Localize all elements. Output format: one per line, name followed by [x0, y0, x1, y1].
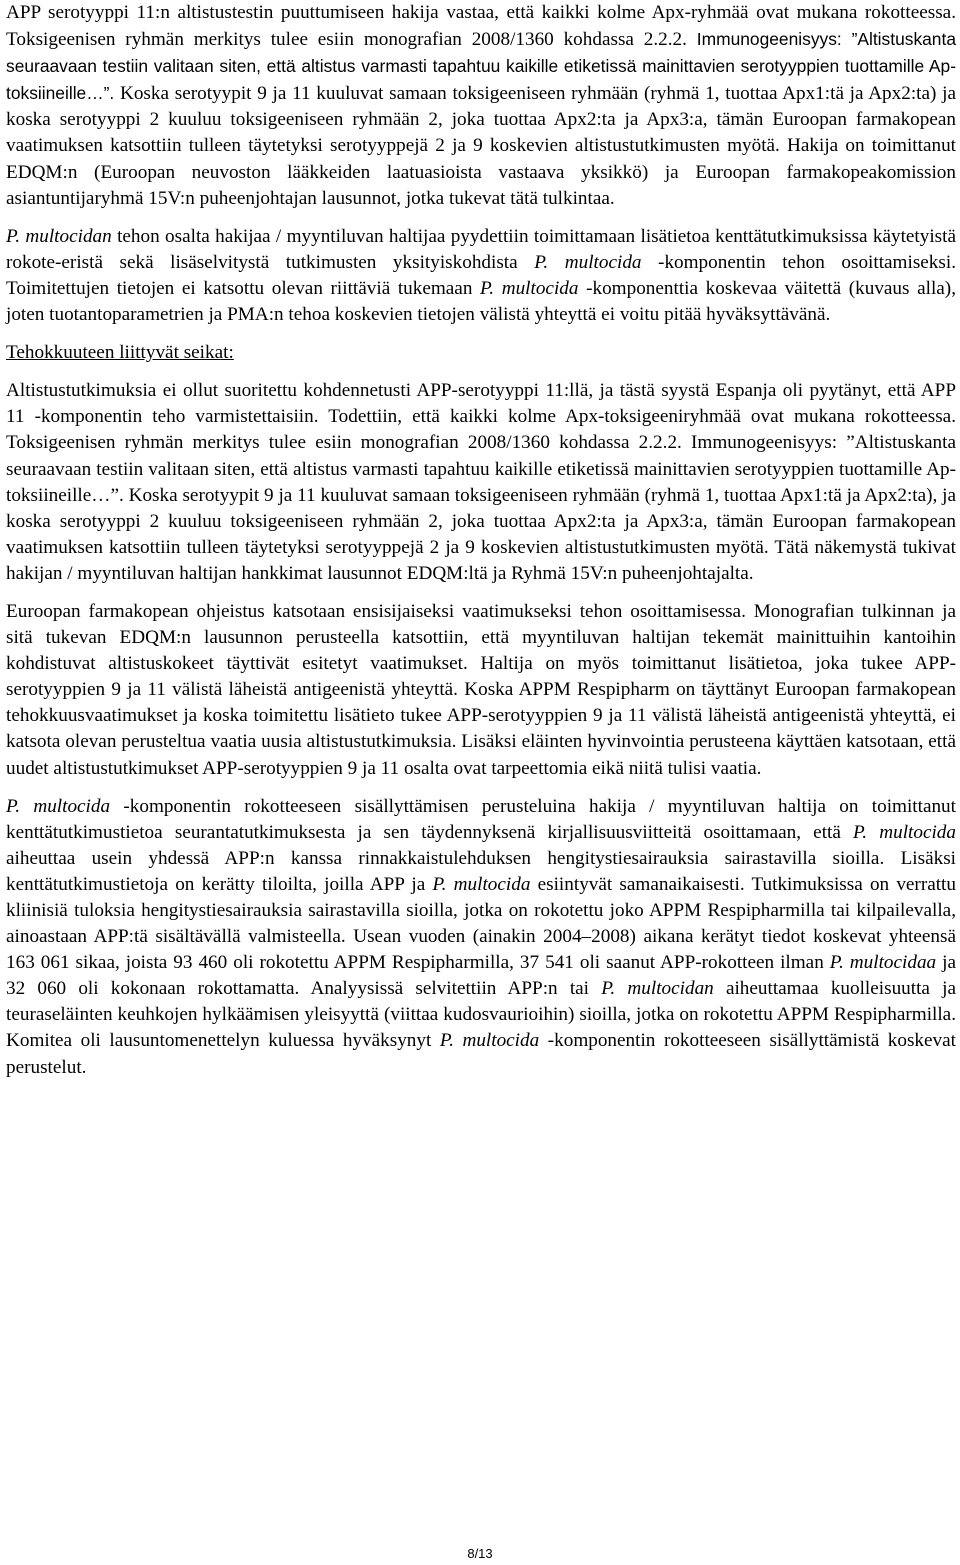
document-page [6, 0, 956, 1081]
text-segment: tehon osalta hakijaa / myyntiluvan haltijaa pyydettiin toimittamaan lisätietoa kenttätutkimuksissa käytetyistä rokote-eristä sekä lisäselvitystä tutkimusten yksityiskohdista [6, 225, 956, 273]
page-number: 8/13 [467, 1546, 493, 1561]
species-name: P. multocida [480, 277, 579, 299]
paragraph-pharmacopoeia-guidance: Euroopan farmakopean ohjeistus katsotaan ensisijaiseksi vaatimukseksi tehon osoittamisessa. Monografian tulkinnan ja sitä tukevan EDQM:n lausunnon perusteella katsottiin, että myyntiluvan haltijan tekemät mainittuihin kantoihin kohdistuvat altistuskokeet täyttivät esitetyt vaatimukset. Haltija on myös toimittanut lisätietoa, joka tukee APP-serotyyppien 9 ja 11 välistä läheistä antigeenistä yhteyttä. Koska APPM Respipharm on täyttänyt Euroopan farmakopean tehokkuusvaatimukset ja koska toimitettu lisätieto tukee APP-serotyyppien 9 ja 11 välistä läheistä antigeenistä yhteyttä, ei katsota olevan perusteltua vaatia uusia altistustutkimuksia. Lisäksi eläinten hyvinvointia perusteena käyttäen katsotaan, että uudet altistustutkimukset APP-serotyyppien 9 ja 11 osalta ovat tarpeettomia eikä niitä tulisi vaatia. [6, 600, 956, 779]
text-segment: -komponentin tehon osoittamiseksi. Toimitettujen tietojen ei katsottu olevan riittäviä tukemaan [6, 251, 956, 299]
paragraph-challenge-studies: Altistustutkimuksia ei ollut suoritettu kohdennetusti APP-serotyyppi 11:llä, ja tästä syystä Espanja oli pyytänyt, että APP 11 -komponentin teho varmistettaisiin. Todettiin, että kaikki kolme Apx-toksigeeniryhmää ovat mukana rokotteessa. Toksigeenisen ryhmän merkitys tulee esiin monografian 2008/1360 kohdassa 2.2.2. Immunogeenisyys: ”Altistuskanta seuraavaan testiin valitaan siten, että altistus varmasti tapahtuu kaikille etiketissä mainittavien serotyyppien tuottamille Ap-toksiineille…”. Koska serotyypit 9 ja 11 kuuluvat samaan toksigeeniseen ryhmään (ryhmä 1, tuottaa Apx1:tä ja Apx2:ta), ja koska serotyyppi 2 kuuluu toksigeeniseen ryhmään 2, joka tuottaa Apx2:ta ja Apx3:a, tämän Euroopan farmakopean vaatimuksen katsottiin tulleen täytetyksi serotyyppejä 2 ja 9 koskevien altistustutkimusten myötä. Tätä näkemystä tukivat hakijan / myyntiluvan haltijan hankkimat lausunnot EDQM:ltä ja Ryhmä 15V:n puheenjohtajalta. [6, 380, 956, 584]
species-name: P. multocida [6, 795, 111, 817]
section-heading-efficacy-issues: Tehokkuuteen liittyvät seikat: [6, 342, 234, 364]
paragraph-apx-groups [6, 0, 956, 212]
species-name: P. multocida [534, 251, 642, 273]
species-name: P. multocida [439, 1030, 540, 1052]
species-name: P. multocidaa [829, 952, 937, 974]
text-segment: -komponentin rokotteeseen sisällyttämisen perusteluina hakija / myyntiluvan haltija on toimittanut kenttätutkimustietoa seurantatutkimuksesta ja sen täydennyksenä kirjallisuusviitteitä osoittamaan, että [6, 795, 956, 843]
text-segment: -komponentin rokotteeseen sisällyttämistä koskevat perustelut. [6, 1030, 956, 1078]
species-name: P. multocidan [6, 225, 112, 247]
paragraph-apx-groups-quote: Immunogeenisyys: ”Altistuskanta seuraavaan testiin valitaan siten, että altistus varmasti tapahtuu kaikille etiketissä mainittavien serotyyppien tuottamille Ap-toksiineille…”. [6, 29, 956, 104]
paragraph-apx-groups-part-a: APP serotyyppi 11:n altistustestin puuttumiseen hakija vastaa, että kaikki kolme Apx-ryhmää ovat mukana rokotteessa. Toksigeenisen ryhmän merkitys tulee esiin monografian 2008/1360 kohdassa 2.2.2. [6, 2, 956, 51]
species-name: P. multocidan [601, 978, 714, 1000]
paragraph-p-multocida-efficacy [6, 224, 956, 328]
text-segment: aiheuttaa usein yhdessä APP:n kanssa rinnakkaistulehduksen hengitystiesairauksia sairastavilla sioilla. Lisäksi kenttätutkimustietoja on kerätty tiloilta, joilla APP ja [6, 847, 956, 895]
species-name: P. multocida [853, 821, 956, 843]
paragraph-apx-groups-part-c: Koska serotyypit 9 ja 11 kuuluvat samaan toksigeeniseen ryhmään (ryhmä 1, tuottaa Apx1:tä ja Apx2:ta) ja koska serotyyppi 2 kuuluu toksigeeniseen ryhmään 2, joka tuottaa Apx2:ta ja Apx3:a, tämän Euroopan farmakopean vaatimuksen katsottiin tulleen täytetyksi serotyyppejä 2 ja 9 koskevien altistustutkimusten myötä. Hakija on toimittanut EDQM:n (Euroopan neuvoston lääkkeiden laatuasioista vastaava yksikkö) ja Euroopan farmakopeakomission asiantuntijaryhmä 15V:n puheenjohtajan lausunnot, jotka tukevat tätä tulkintaa. [6, 83, 956, 209]
species-name: P. multocida [432, 873, 531, 895]
text-segment: -komponenttia koskevaa väitettä (kuvaus alla), joten tuotantoparametrien ja PMA:n tehoa koskevien tietojen välistä yhteyttä ei voitu pitää hyväksyttävänä. [6, 277, 956, 326]
paragraph-p-multocida-inclusion [6, 794, 956, 1081]
text-segment: ja 32 060 oli kokonaan rokottamatta. Analyysissä selvitettiin APP:n tai [6, 952, 956, 1000]
text-segment: aiheuttamaa kuolleisuutta ja teuraseläinten keuhkojen hylkäämisen yleisyyttä (viittaa kudosvaurioihin) sioilla, jotka on rokotettu APPM Respipharmilla. Komitea oli lausuntomenettelyn kuluessa hyväksynyt [6, 978, 956, 1052]
text-segment: esiintyvät samanaikaisesti. Tutkimuksissa on verrattu kliinisiä tuloksia hengitystiesairauksia sairastavilla sioilla, jotka on rokotettu joko APPM Respipharmilla tai kilpailevalla, ainoastaan APP:tä sisältävällä valmisteella. Usean vuoden (ainakin 2004–2008) aikana kerätyt tiedot koskevat yhteensä 163 061 sikaa, joista 93 460 oli rokotettu APPM Respipharmilla, 37 541 oli saanut APP-rokotteen ilman [6, 873, 956, 974]
